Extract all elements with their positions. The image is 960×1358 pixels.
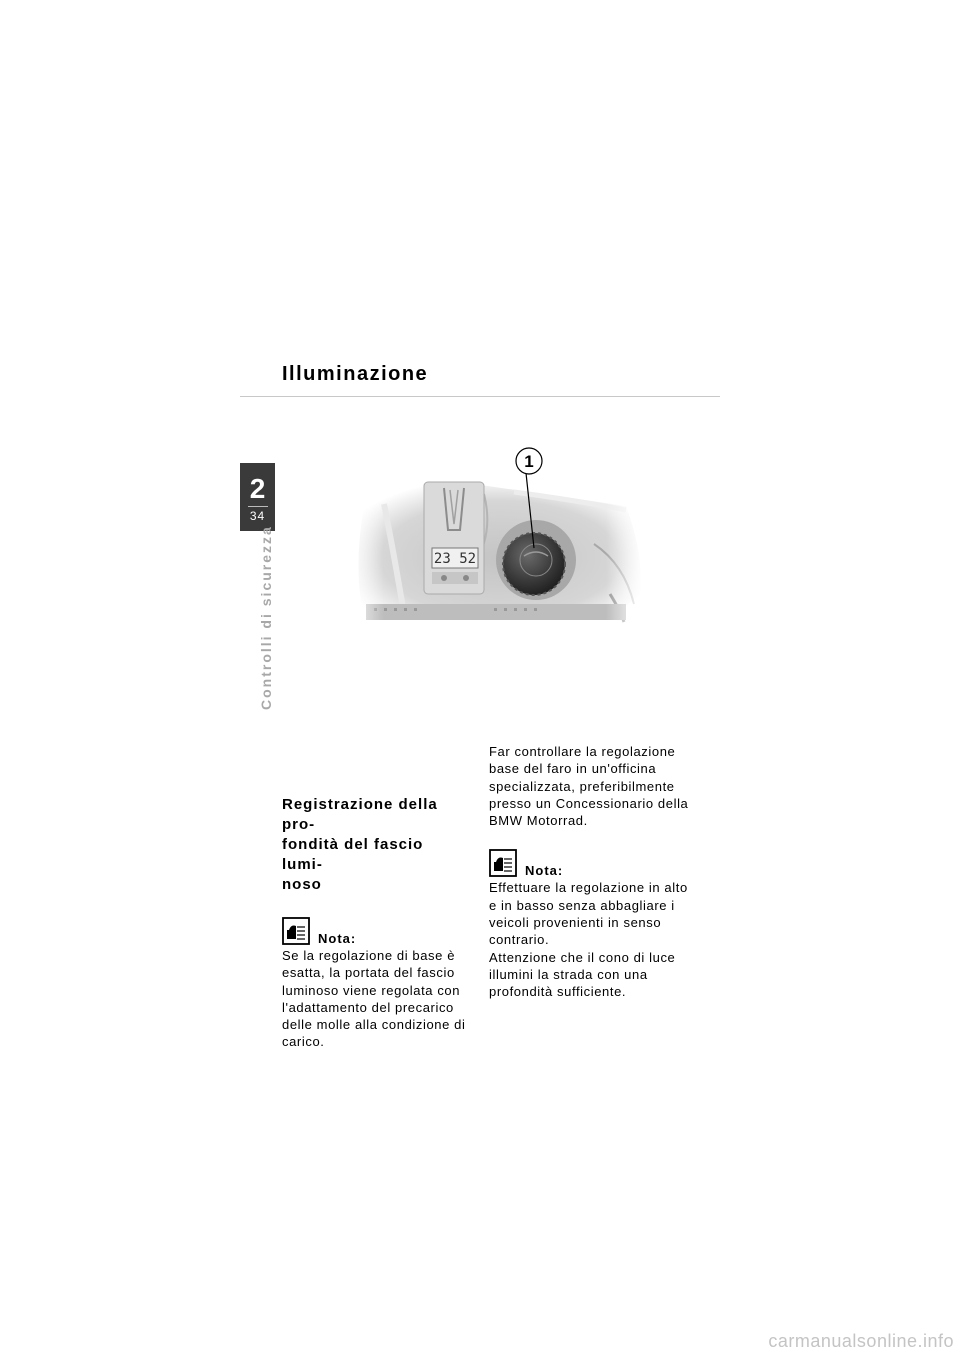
header-divider — [240, 396, 720, 397]
note-icon — [282, 917, 310, 945]
note-text: Se la regolazione di base è esatta, la portata del fascio luminoso viene regolata con l'adattamento del precarico delle molle alla condizione di carico. — [282, 948, 466, 1050]
page-title: Illuminazione — [282, 363, 429, 385]
clock-display-text: 23 52 — [433, 551, 477, 567]
left-note-header — [282, 917, 466, 947]
right-note-header — [489, 849, 699, 879]
note-text: Effettuare la regolazione in alto e in basso senza abbagliare i veicoli provenienti in senso contrario. Attenzione che il cono di luce illumini la strada con una profondità sufficiente. — [489, 880, 688, 1000]
page-number: 34 — [249, 509, 266, 523]
chapter-number: 2 — [249, 473, 266, 504]
chapter-tab — [240, 463, 275, 531]
headlight-adjuster-photo — [344, 444, 644, 634]
watermark: carmanualsonline.info — [768, 1331, 954, 1351]
left-column — [282, 795, 466, 1051]
callout-label: 1 — [524, 452, 534, 471]
note-label: Nota: — [525, 863, 564, 879]
section-side-label: Controlli di sicurezza — [258, 525, 274, 710]
note-icon — [489, 849, 517, 877]
section-heading: Registrazione della pro- fondità del fascio lumi- noso — [282, 796, 438, 893]
chapter-divider — [248, 506, 268, 507]
intro-paragraph: Far controllare la regolazione base del faro in un'officina specializzata, preferibilmente presso un Concessionario della BMW Motorrad. — [489, 744, 689, 829]
note-label: Nota: — [318, 931, 357, 946]
right-column — [489, 743, 699, 1001]
